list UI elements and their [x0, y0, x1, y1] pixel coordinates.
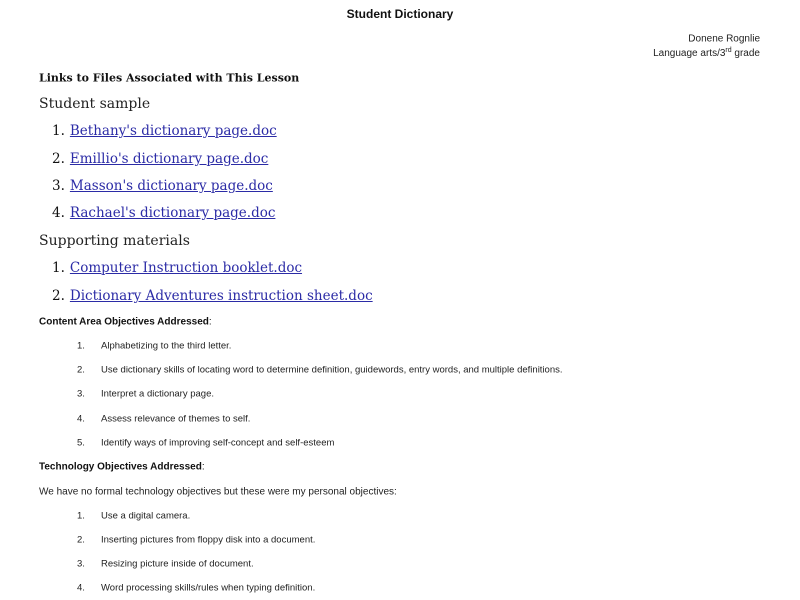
list-item: [52, 205, 275, 221]
item-number: 3.: [77, 388, 85, 400]
file-link[interactable]: Computer Instruction booklet.doc: [69, 260, 303, 276]
item-text: Inserting pictures from floppy disk into a document.: [101, 534, 316, 546]
links-heading: Links to Files Associated with This Lesson: [39, 71, 300, 85]
subject-sup: rd: [725, 46, 732, 54]
item-number: 5.: [77, 437, 85, 449]
file-link[interactable]: Dictionary Adventures instruction sheet.doc: [69, 288, 373, 304]
item-number: 2.: [52, 288, 65, 304]
list-item: [52, 151, 268, 167]
list-item: [52, 260, 302, 276]
list-item: [52, 288, 373, 304]
item-number: 4.: [52, 205, 65, 221]
item-text: Alphabetizing to the third letter.: [101, 340, 232, 352]
content-objectives-heading: Content Area Objectives Addressed:: [39, 316, 212, 328]
list-item: [77, 535, 315, 546]
item-number: 2.: [77, 364, 85, 376]
list-item: [77, 414, 250, 425]
subject-grade: grade: [731, 48, 760, 60]
item-text: Use dictionary skills of locating word to determine definition, guidewords, entry words, and multiple definitions.: [101, 364, 563, 376]
list-item: [77, 341, 231, 352]
item-text: Identify ways of improving self-concept and self-esteem: [101, 437, 335, 449]
list-item: [52, 123, 277, 139]
author-subject: [653, 47, 760, 59]
item-number: 2.: [52, 151, 65, 167]
list-item: [77, 438, 334, 449]
item-number: 2.: [77, 534, 85, 546]
subject-text: Language arts/3: [653, 48, 726, 60]
item-text: Use a digital camera.: [101, 510, 191, 522]
file-link[interactable]: Emillio's dictionary page.doc: [69, 151, 269, 167]
file-link[interactable]: Rachael's dictionary page.doc: [69, 205, 276, 221]
file-link[interactable]: Bethany's dictionary page.doc: [69, 123, 277, 139]
item-number: 1.: [52, 260, 65, 276]
item-number: 1.: [77, 510, 85, 522]
student-sample-heading: Student sample: [39, 96, 151, 112]
item-number: 3.: [77, 558, 85, 570]
item-number: 3.: [52, 178, 65, 194]
item-text: Resizing picture inside of document.: [101, 558, 254, 570]
item-number: 4.: [77, 413, 85, 425]
heading-text: Technology Objectives Addressed: [39, 461, 202, 473]
list-item: [52, 178, 273, 194]
list-item: [77, 365, 563, 376]
item-number: 1.: [77, 340, 85, 352]
list-item: [77, 389, 214, 400]
item-number: 1.: [52, 123, 65, 139]
tech-objectives-heading: Technology Objectives Addressed:: [39, 461, 205, 473]
item-text: Assess relevance of themes to self.: [101, 413, 251, 425]
file-link[interactable]: Masson's dictionary page.doc: [69, 178, 273, 194]
author-name: Donene Rognlie: [688, 33, 760, 45]
list-item: [77, 559, 254, 570]
heading-text: Content Area Objectives Addressed: [39, 316, 209, 328]
list-item: [77, 511, 190, 522]
list-item: [77, 583, 315, 594]
page-title: Student Dictionary: [346, 7, 454, 21]
tech-intro: We have no formal technology objectives but these were my personal objectives:: [39, 486, 397, 498]
item-text: Interpret a dictionary page.: [101, 388, 215, 400]
item-text: Word processing skills/rules when typing definition.: [101, 582, 316, 594]
item-number: 4.: [77, 582, 85, 594]
supporting-heading: Supporting materials: [39, 233, 190, 249]
